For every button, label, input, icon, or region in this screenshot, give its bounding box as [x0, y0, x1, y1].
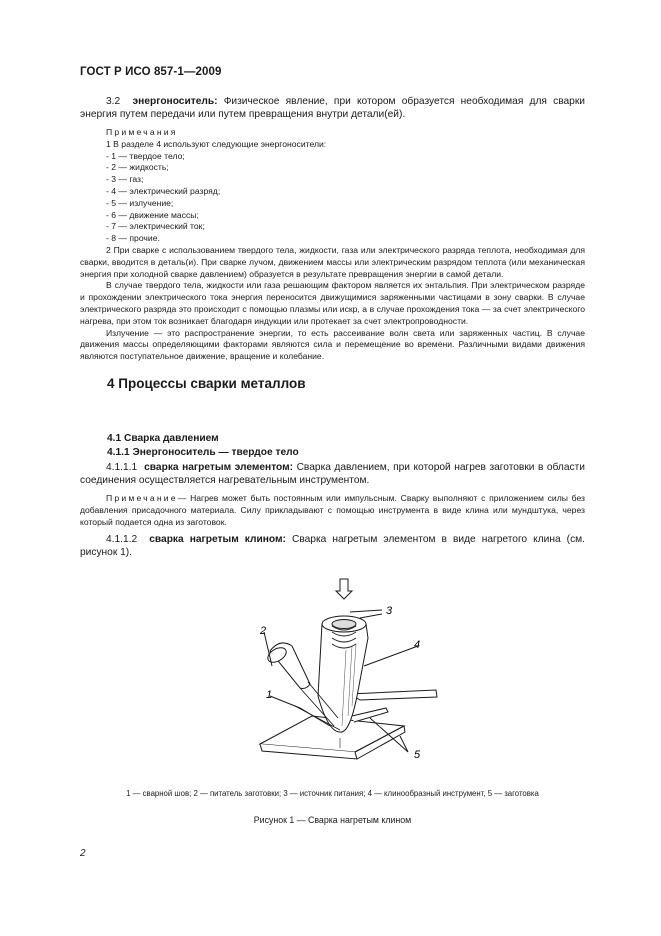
figure-label-2: 2 — [260, 625, 267, 637]
figure-title: Рисунок 1 — Сварка нагретым клином — [253, 815, 412, 825]
definition-4-1-1-2 — [80, 533, 585, 559]
figure-label-4: 4 — [414, 639, 421, 651]
page-number: 2 — [80, 848, 86, 859]
note-2-paragraph-1: 2 При сварке с использованием твердого тела, жидкости, газа или электрического разряда теплота, необходимая для сварки, вводится в деталь(и). При сварке лучом, движением массы или электрическим разрядом теплота (или механическая энергия при холодной сварке давлением) образуется в результате превращения энергии в самой детали. — [80, 244, 585, 279]
figure-label-3: 3 — [386, 605, 393, 617]
note-2-paragraph-2: В случае твердого тела, жидкости или газа решающим фактором является их энтальпия. При электрическом разряде и прохождении электрического тока энергия переносится движущимися заряженными частицами в зону сварки. В случае электрического разряда это происходит с помощью плазмы или искр, а в случае прохождения тока — за счет электрического нагрева, при этом ток возникает благодаря индукции или протекает за счет электропроводности. — [80, 280, 585, 326]
definition-term: сварка нагретым клином: — [149, 534, 286, 545]
list-item: - 6 — движение массы; — [106, 209, 199, 220]
list-item: - 3 — газ; — [106, 174, 144, 185]
figure-1-heated-wedge-welding — [240, 576, 450, 772]
list-item: - 5 — излучение; — [106, 197, 174, 208]
document-header: ГОСТ Р ИСО 857-1—2009 — [80, 66, 222, 78]
definition-term: сварка нагретым элементом: — [144, 462, 294, 473]
figure-caption: 1 — сварной шов; 2 — питатель заготовки; 3 — источник питания; 4 — клинообразный инструмент, 5 — заготовка — [126, 789, 539, 798]
definition-4-1-1-1 — [80, 461, 585, 487]
list-item: - 8 — прочие. — [106, 233, 160, 244]
force-arrow-icon — [336, 579, 352, 599]
list-item: - 1 — твердое тело; — [106, 150, 185, 161]
definition-number: 3.2 — [106, 96, 121, 107]
notes-heading: Примечания — [106, 127, 178, 137]
list-item: - 7 — электрический ток; — [106, 221, 205, 232]
definition-number: 4.1.1.2 — [106, 534, 138, 545]
note-4-1-1-1 — [80, 493, 585, 528]
note-1-intro: 1 В разделе 4 используют следующие энергоносители: — [106, 138, 327, 149]
definition-term: энергоноситель: — [132, 96, 218, 107]
note-text: — Нагрев может быть постоянным или импульсным. Сварку выполняют с приложением силы без добавления присадочного материала. Силу прикладывают с помощью инструмента в виде клина или мундштука, через который подается одна из заготовок. — [80, 493, 585, 527]
definition-text: Сварка давлением, при которой нагрев заготовки в области соединения осуществляется нагревательным инструментом. — [80, 462, 585, 486]
definition-text: Физическое явление, при котором образуется необходимая для сварки энергия путем передачи или путем превращения внутри детали(ей). — [80, 96, 585, 120]
subsection-4-1: 4.1 Сварка давлением — [107, 433, 219, 444]
note-2-paragraph-3: Излучение — это распространение энергии, то есть рассеивание волн света или заряженных частиц. В случае движения массы определяющими факторами являются сила и перемещение во времени. Различными видами движения являются поступательное движение, вращение и колебание. — [80, 327, 585, 362]
subsection-4-1-1: 4.1.1 Энергоноситель — твердое тело — [107, 447, 299, 458]
figure-label-1: 1 — [266, 689, 273, 701]
definition-3-2 — [80, 95, 585, 121]
figure-label-5: 5 — [414, 749, 421, 761]
note-label: Примечание — [106, 493, 178, 503]
list-item: - 4 — электрический разряд; — [106, 185, 221, 196]
definition-text: Сварка нагретым элементом в виде нагретого клина (см. рисунок 1). — [80, 534, 585, 558]
upper-workpiece — [350, 690, 437, 700]
section-4-title: 4 Процессы сварки металлов — [107, 376, 306, 391]
list-item: - 2 — жидкость; — [106, 162, 169, 173]
notes-block — [80, 127, 585, 363]
energy-carrier-list — [80, 151, 585, 245]
definition-number: 4.1.1.1 — [106, 462, 138, 473]
